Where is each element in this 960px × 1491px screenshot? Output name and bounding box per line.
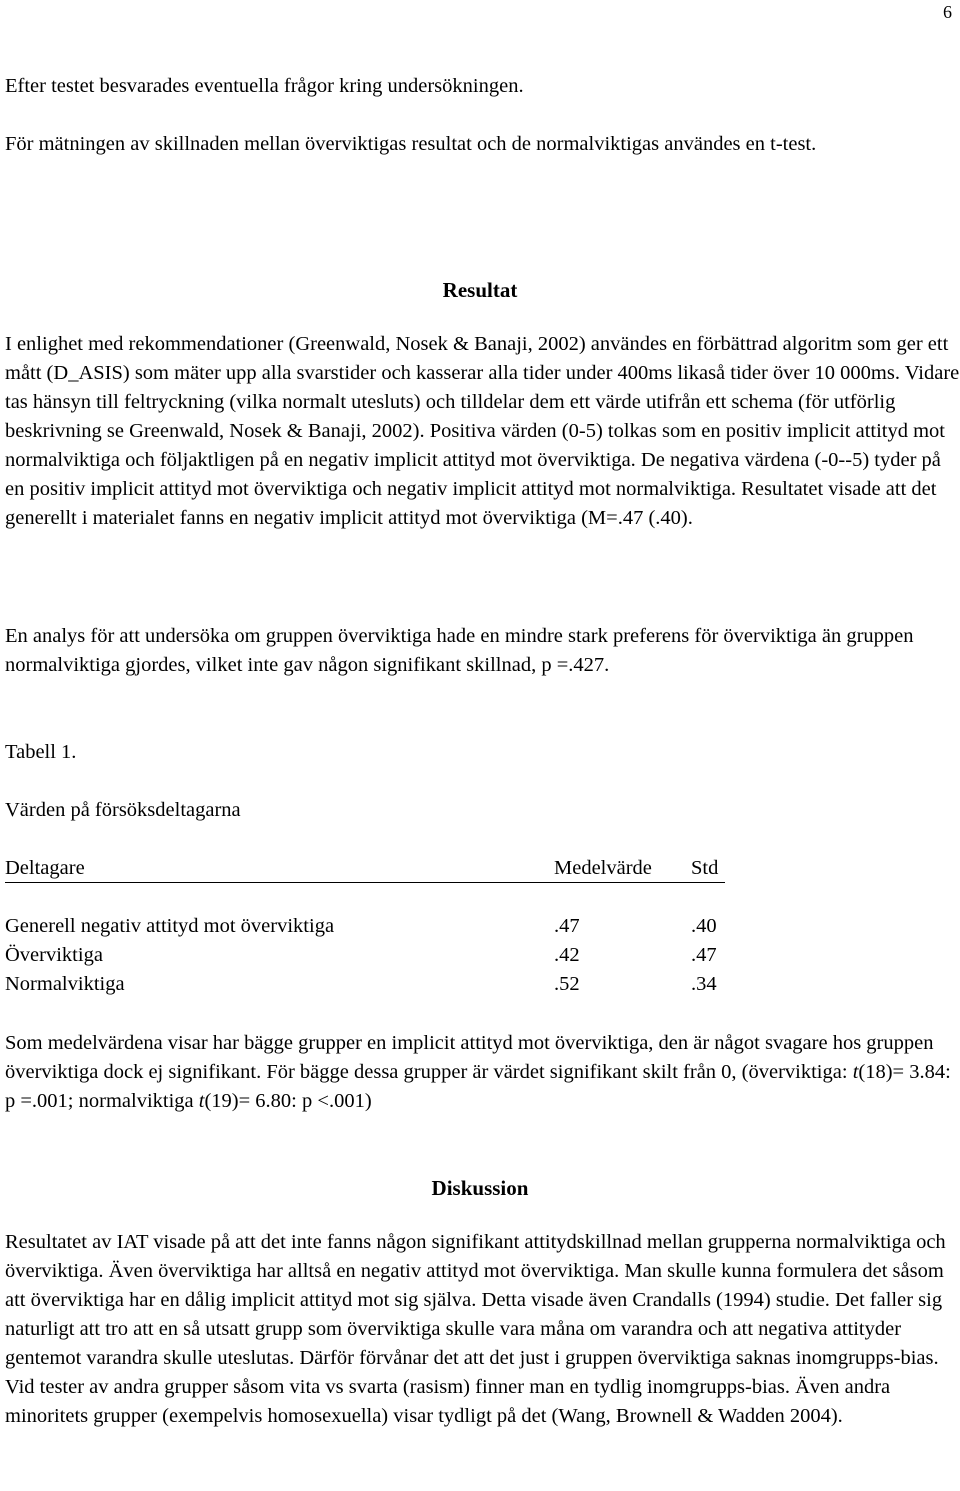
header-std: Std: [691, 857, 719, 879]
results-paragraph-2: En analys för att undersöka om gruppen överviktiga hade en mindre stark preferens för överviktiga än gruppen normalviktiga gjordes, vilket inte gav någon signifikant skillnad, p =.427.: [5, 625, 914, 676]
results-paragraph-1: I enlighet med rekommendationer (Greenwald, Nosek & Banaji, 2002) användes en förbättrad algoritm som ger ett mått (D_ASIS) som mäter upp alla svarstider och kasserar alla tider under 400ms likaså tider över 10 000ms. Vidare tas hänsyn till feltryckning (vilka normalt utesluts) och tilldelar dem ett värde utifrån ett schema (för utförlig beskrivning se Greenwald, Nosek & Banaji, 2002). Positiva värden (0-5) tolkas som en positiv implicit attityd mot normalviktiga och följaktligen på en negativ implicit attityd mot överviktiga. De negativa värdena (-0--5) tyder på en positiv implicit attityd mot överviktiga och negativ implicit attityd mot normalviktiga. Resultatet visade att det generellt i materialet fanns en negativ implicit attityd mot överviktiga (M=.47 (.40).: [5, 333, 960, 529]
table-header-row: [5, 854, 725, 883]
discussion-heading: Diskussion: [431, 1176, 529, 1200]
table-row: [5, 970, 725, 999]
row-label: Normalviktiga: [5, 973, 125, 995]
after-table-text-1: Som medelvärdena visar har bägge grupper en implicit attityd mot överviktiga, den är något svagare hos gruppen överviktiga dock ej signifikant. För bägge dessa grupper är värdet signifikant skilt från 0, (överviktiga:: [5, 1032, 934, 1083]
header-participants: Deltagare: [5, 857, 85, 879]
row-mean: .52: [554, 973, 580, 995]
table-row: [5, 912, 725, 941]
after-table-paragraph: [5, 1029, 960, 1116]
row-std: .40: [691, 915, 717, 937]
intro-paragraph-2: För mätningen av skillnaden mellan överviktigas resultat och de normalviktigas användes en t-test.: [5, 133, 817, 155]
table-row: [5, 941, 725, 970]
row-mean: .42: [554, 944, 580, 966]
page-number: 6: [943, 2, 952, 22]
header-mean: Medelvärde: [554, 857, 652, 879]
row-std: .47: [691, 944, 717, 966]
row-label: Generell negativ attityd mot överviktiga: [5, 915, 335, 937]
row-std: .34: [691, 973, 717, 995]
table-label: Tabell 1.: [5, 741, 77, 763]
after-table-text-2: (18)= 3.84: p =.001; normalviktiga: [5, 1061, 951, 1112]
discussion-paragraph: Resultatet av IAT visade på att det inte fanns någon signifikant attitydskillnad mellan grupperna normalviktiga och överviktiga. Även överviktiga har alltså en negativ attityd mot överviktiga. Man skulle kunna formulera det såsom att överviktiga har en dålig implicit attityd mot sig själva. Detta visade även Crandalls (1994) studie. Det faller sig naturligt att tro att en så utsatt grupp som överviktiga skulle vara måna om varandra och att negativa attityder gentemot varandra skulle uteslutas. Därför förvånar det att det just i gruppen överviktiga saknas inomgrupps-bias. Vid tester av andra grupper såsom vita vs svarta (rasism) finner man en tydlig inomgrupps-bias. Även andra minoritets grupper (exempelvis homosexuella) visar tydligt på det (Wang, Brownell & Wadden 2004).: [5, 1231, 946, 1427]
row-mean: .47: [554, 915, 580, 937]
table-header-underline: [5, 882, 725, 883]
intro-paragraph-1: Efter testet besvarades eventuella frågor kring undersökningen.: [5, 75, 524, 97]
table-caption: Värden på försöksdeltagarna: [5, 799, 241, 821]
row-label: Överviktiga: [5, 944, 103, 966]
t-symbol-1: t: [852, 1061, 859, 1083]
t-symbol-2: t: [198, 1090, 205, 1112]
after-table-text-3: (19)= 6.80: p <.001): [204, 1090, 372, 1112]
results-heading: Resultat: [442, 278, 518, 302]
